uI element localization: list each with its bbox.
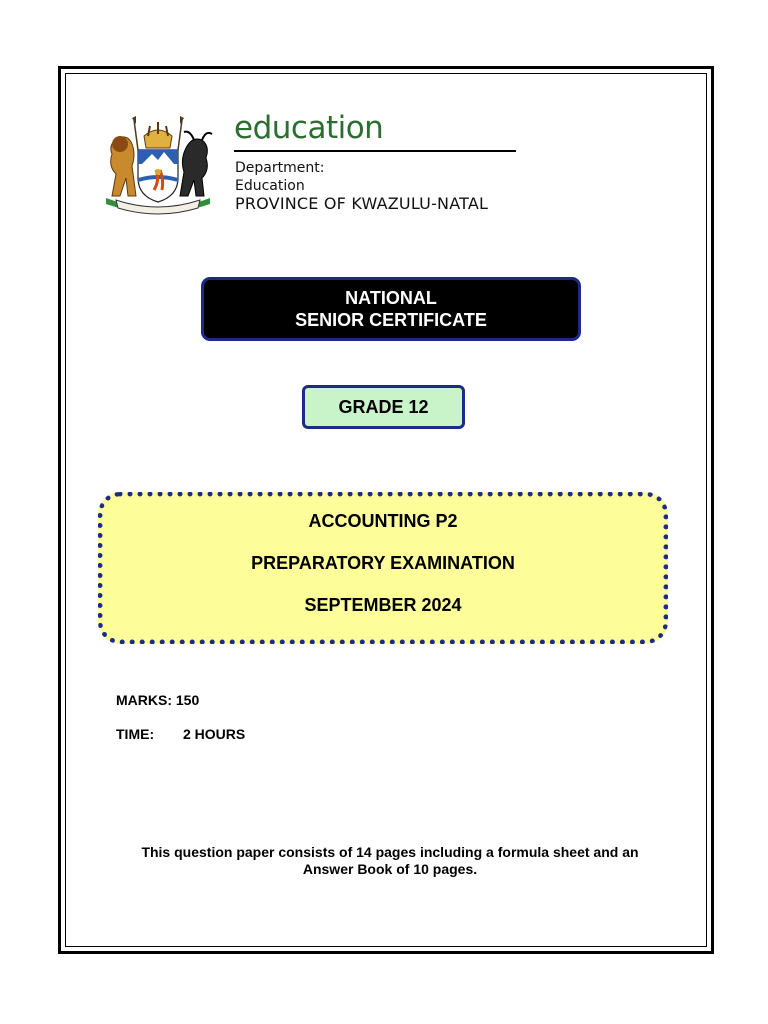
- subject-panel: [98, 492, 668, 644]
- time-value: 2 HOURS: [183, 726, 246, 742]
- province-name: PROVINCE OF KWAZULU-NATAL: [235, 194, 489, 213]
- certificate-banner: [201, 277, 581, 341]
- time-label: TIME:: [116, 726, 155, 742]
- subject-title: ACCOUNTING P2: [308, 511, 458, 531]
- page-count-note-line-2: Answer Book of 10 pages.: [302, 861, 478, 877]
- department-label: Department:: [235, 160, 325, 176]
- certificate-line-2: SENIOR CERTIFICATE: [295, 310, 487, 330]
- marks-label: MARKS: 150: [116, 692, 200, 708]
- header-rule: [234, 150, 516, 152]
- grade-badge: GRADE 12: [302, 385, 465, 429]
- page-count-note-line-1: This question paper consists of 14 pages including a formula sheet and an: [141, 844, 639, 860]
- department-name: Education: [235, 178, 305, 194]
- education-wordmark: education: [234, 110, 384, 146]
- certificate-line-1: NATIONAL: [345, 288, 437, 308]
- exam-type: PREPARATORY EXAMINATION: [251, 553, 515, 573]
- exam-date: SEPTEMBER 2024: [304, 595, 462, 615]
- page-count-note: [100, 844, 680, 878]
- kzn-coat-of-arms-logo: [98, 114, 218, 220]
- time-row: [116, 726, 246, 742]
